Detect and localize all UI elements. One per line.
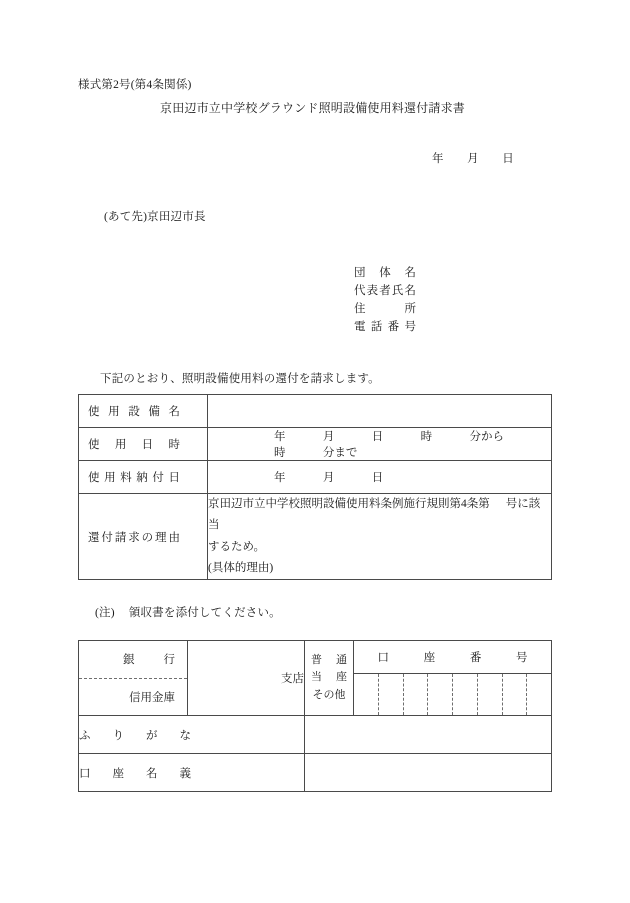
account-number-header [354, 641, 551, 674]
payment-month-label: 月 [322, 472, 335, 484]
usage-datetime-label: 使 用 日 時 [88, 439, 180, 451]
usage-datetime-value-cell[interactable] [208, 428, 552, 461]
page-title: 京田辺市立中学校グラウンド照明設備使用料還付請求書 [160, 101, 466, 115]
table-row-furigana [79, 716, 552, 754]
payment-year-label: 年 [274, 472, 286, 484]
date-line [432, 152, 514, 168]
account-number-label: 口 座 番 号 [377, 652, 528, 664]
bank-label: 銀 行 [123, 654, 175, 667]
usage-minute-from-label: 分から [469, 431, 504, 443]
request-details-table [78, 394, 552, 580]
account-digit-box[interactable] [404, 674, 429, 715]
usage-datetime-label-cell [79, 428, 208, 461]
bank-account-table [78, 640, 552, 792]
usage-month-label: 月 [322, 431, 335, 443]
note-text: 領収書を添付してください。 [128, 607, 281, 619]
form-number: 様式第2号(第4条関係) [78, 79, 192, 91]
facility-label: 使 用 設 備 名 [88, 406, 180, 418]
payment-date-label-cell [79, 461, 208, 494]
facility-value-cell[interactable] [208, 395, 552, 428]
payment-day-label: 日 [371, 472, 384, 484]
branch-cell[interactable] [188, 641, 305, 716]
account-number-digit-boxes[interactable] [354, 674, 551, 715]
account-type-other[interactable]: その他 [312, 688, 346, 701]
usage-hour-to-label: 時 [274, 447, 286, 459]
facility-label-cell [79, 395, 208, 428]
applicant-address-row [354, 300, 416, 318]
account-type-stack [305, 641, 353, 715]
reason-line-1-part-a: 京田辺市立中学校照明設備使用料条例施行規則第4条第 [208, 498, 490, 510]
payment-date-fields [218, 469, 418, 485]
bank-kind-cell [79, 641, 188, 716]
group-name-label: 団 体 名 [354, 267, 416, 279]
furigana-label-cell [79, 716, 305, 754]
table-row-payment-date [79, 461, 552, 494]
usage-hour-label: 時 [420, 431, 433, 443]
reason-line-1 [208, 494, 551, 537]
applicant-representative-row [354, 282, 416, 300]
reason-value-cell[interactable] [208, 494, 552, 580]
reason-line-3: (具体的理由) [208, 561, 274, 574]
table-row-reason [79, 494, 552, 580]
account-digit-box[interactable] [503, 674, 528, 715]
applicant-group-name-row [354, 264, 416, 282]
table-row-bank [79, 641, 552, 716]
bank-label-line [79, 641, 187, 679]
usage-year-label: 年 [274, 431, 286, 443]
account-digit-box[interactable] [428, 674, 453, 715]
address-label: 住 所 [354, 303, 416, 315]
applicant-phone-row [354, 318, 416, 336]
account-number-wrap [354, 641, 551, 715]
usage-day-label: 日 [371, 431, 384, 443]
shinkin-label: 信用金庫 [129, 691, 175, 704]
account-digit-box[interactable] [354, 674, 379, 715]
account-holder-label-cell [79, 754, 305, 792]
reason-label-cell [79, 494, 208, 580]
furigana-label: ふ り が な [79, 729, 191, 742]
account-digit-box[interactable] [527, 674, 551, 715]
account-holder-value-cell[interactable] [305, 754, 552, 792]
date-fields [432, 152, 514, 168]
date-month-label: 月 [467, 153, 479, 165]
reason-label: 還 付 請 求 の 理 由 [88, 531, 180, 544]
phone-label: 電 話 番 号 [354, 321, 416, 333]
note-tag: (注) [95, 607, 115, 619]
table-row-account-holder [79, 754, 552, 792]
account-holder-label: 口 座 名 義 [79, 767, 191, 780]
note-line [95, 606, 281, 622]
branch-label: 支店 [281, 673, 304, 685]
account-digit-box[interactable] [453, 674, 478, 715]
usage-datetime-fields [218, 428, 541, 460]
lead-sentence: 下記のとおり、照明設備使用料の還付を請求します。 [100, 373, 380, 385]
account-type-futsu[interactable]: 普 通 [311, 654, 347, 667]
shinkin-label-line [79, 679, 187, 716]
account-type-cell[interactable] [305, 641, 354, 716]
representative-label: 代 表 者 氏 名 [354, 285, 416, 297]
bank-kind-stack [79, 641, 187, 715]
furigana-value-cell[interactable] [305, 716, 552, 754]
date-day-label: 日 [502, 153, 514, 165]
addressee-line: (あて先)京田辺市長 [104, 211, 206, 223]
date-year-label: 年 [432, 153, 444, 165]
applicant-block [354, 264, 416, 336]
account-number-cell [354, 641, 552, 716]
table-row-usage-datetime [79, 428, 552, 461]
reason-line-1-part-b: 号に該当 [208, 498, 541, 532]
account-digit-box[interactable] [478, 674, 503, 715]
usage-minute-to-label: 分まで [322, 447, 358, 459]
account-digit-box[interactable] [379, 674, 404, 715]
account-type-toza[interactable]: 当 座 [311, 671, 347, 684]
table-row-facility [79, 395, 552, 428]
payment-date-value-cell[interactable] [208, 461, 552, 494]
payment-date-label: 使 用 料 納 付 日 [88, 472, 180, 484]
reason-line-2: するため。 [208, 540, 266, 553]
